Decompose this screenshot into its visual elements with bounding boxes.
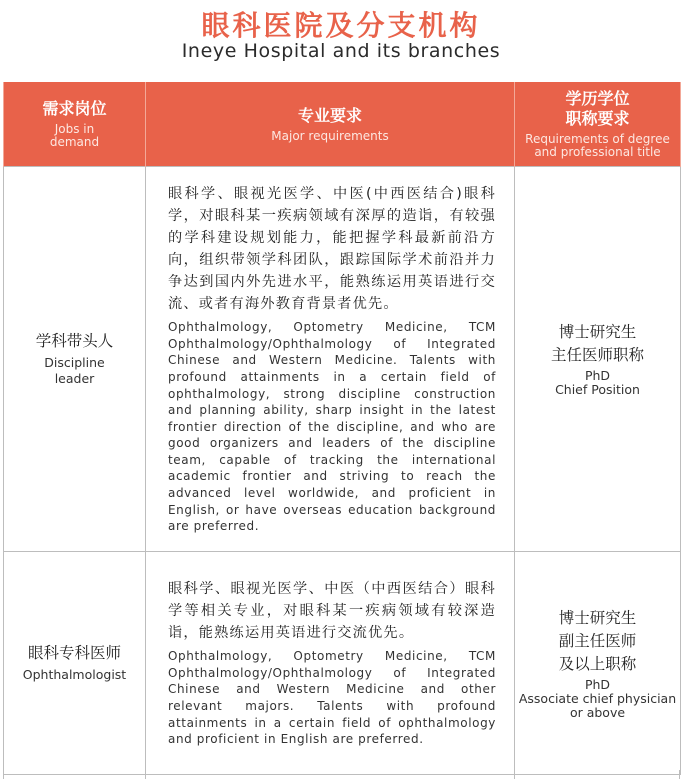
job-title-en-line: Discipline bbox=[44, 355, 105, 370]
table-row bbox=[4, 552, 681, 775]
degree-zh bbox=[516, 607, 679, 676]
job-title-en bbox=[5, 355, 144, 387]
job-title-en-line: leader bbox=[54, 371, 95, 386]
requirements-en: Ophthalmology, Optometry Medicine, TCM Ophthalmology/Ophthalmology of Integrated Chinese and Western Medicine. Talents with profound attainments in a certain field of ophthalmology, strong discipline construction and planning ability, sharp insight in the latest frontier direction of the discipline, and who are good organizers and leaders of the discipline team, capable of tracking the international academic frontier and striving to reach the advanced level worldwide, and proficient in English, or have overseas education background are preferred. bbox=[168, 320, 496, 534]
next-row-edge bbox=[3, 770, 680, 779]
degree-en-line: PhD bbox=[584, 368, 611, 383]
degree-en bbox=[516, 369, 679, 397]
degree-cell bbox=[515, 552, 681, 775]
job-title-zh: 眼科专科医师 bbox=[27, 644, 121, 662]
degree-cell bbox=[515, 167, 681, 552]
degree-zh-line: 主任医师职称 bbox=[550, 346, 644, 364]
degree-en-line: Chief Position bbox=[555, 382, 640, 397]
column-header-label-line: 学历学位 bbox=[565, 89, 630, 108]
column-header-jobs bbox=[4, 82, 146, 167]
degree-zh-line: 博士研究生 bbox=[558, 608, 637, 627]
degree-en-line: PhD bbox=[584, 676, 611, 692]
requirements-cell bbox=[146, 552, 515, 775]
column-header-label-line: 职称要求 bbox=[565, 109, 630, 128]
page-subtitle: Ineye Hospital and its branches bbox=[181, 40, 501, 62]
column-header-sublabel bbox=[8, 123, 141, 149]
job-title-zh: 学科带头人 bbox=[35, 332, 114, 350]
page-title: 眼科医院及分支机构 bbox=[201, 9, 481, 42]
requirements-en: Ophthalmology, Optometry Medicine, TCM Ophthalmology/Ophthalmology of Integrated Chinese and Western Medicine and other relevant majors. Talents with profound attainments in a certain field of ophthalmology and proficient in English are preferred. bbox=[168, 649, 496, 747]
table-header-row bbox=[4, 82, 681, 167]
table-row bbox=[4, 167, 681, 552]
requirements-zh: 眼科学、眼视光医学、中医(中西医结合)眼科学，对眼科某一疾病领域有深厚的造诣，有较强的学科建设规划能力，能把握学科最新前沿方向，组织带领学科团队，跟踪国际学术前沿并力争达到国内外先进水平，能熟练运用英语进行交流、或者有海外教育背景者优先。 bbox=[168, 186, 496, 313]
column-header-sublabel bbox=[150, 130, 510, 143]
degree-zh-line: 副主任医师 bbox=[558, 631, 637, 650]
degree-en bbox=[516, 678, 679, 720]
column-header-sublabel-line: Jobs in bbox=[54, 122, 95, 136]
column-header-label: 专业要求 bbox=[297, 105, 362, 125]
requirements-zh: 眼科学、眼视光医学、中医（中西医结合）眼科学等相关专业，对眼科某一疾病领域有较深造诣，能熟练运用英语进行交流优先。 bbox=[168, 581, 496, 642]
column-header-sublabel-line: Major requirements bbox=[271, 128, 389, 143]
job-cell bbox=[4, 552, 146, 775]
column-header-sublabel-line: and professional title bbox=[534, 145, 661, 159]
column-header-sublabel bbox=[519, 133, 676, 159]
job-title-en-line: Ophthalmologist bbox=[22, 667, 127, 682]
degree-zh-line: 及以上职称 bbox=[558, 654, 637, 673]
degree-zh-line: 博士研究生 bbox=[558, 323, 637, 341]
job-requirements-table bbox=[3, 82, 681, 775]
column-header-label: 需求岗位 bbox=[42, 99, 107, 118]
requirements-cell bbox=[146, 167, 515, 552]
column-header-major bbox=[146, 82, 515, 167]
column-header-degree bbox=[515, 82, 681, 167]
degree-en-line: Associate chief physician bbox=[518, 690, 677, 706]
degree-zh bbox=[516, 321, 679, 367]
job-cell bbox=[4, 167, 146, 552]
column-header-sublabel-line: demand bbox=[49, 135, 100, 149]
column-divider bbox=[145, 770, 146, 779]
degree-en-line: or above bbox=[569, 704, 626, 720]
column-divider bbox=[514, 770, 515, 779]
column-header-label bbox=[519, 89, 676, 129]
column-header-sublabel-line: Requirements of degree bbox=[525, 132, 670, 146]
job-title-en bbox=[5, 667, 144, 683]
